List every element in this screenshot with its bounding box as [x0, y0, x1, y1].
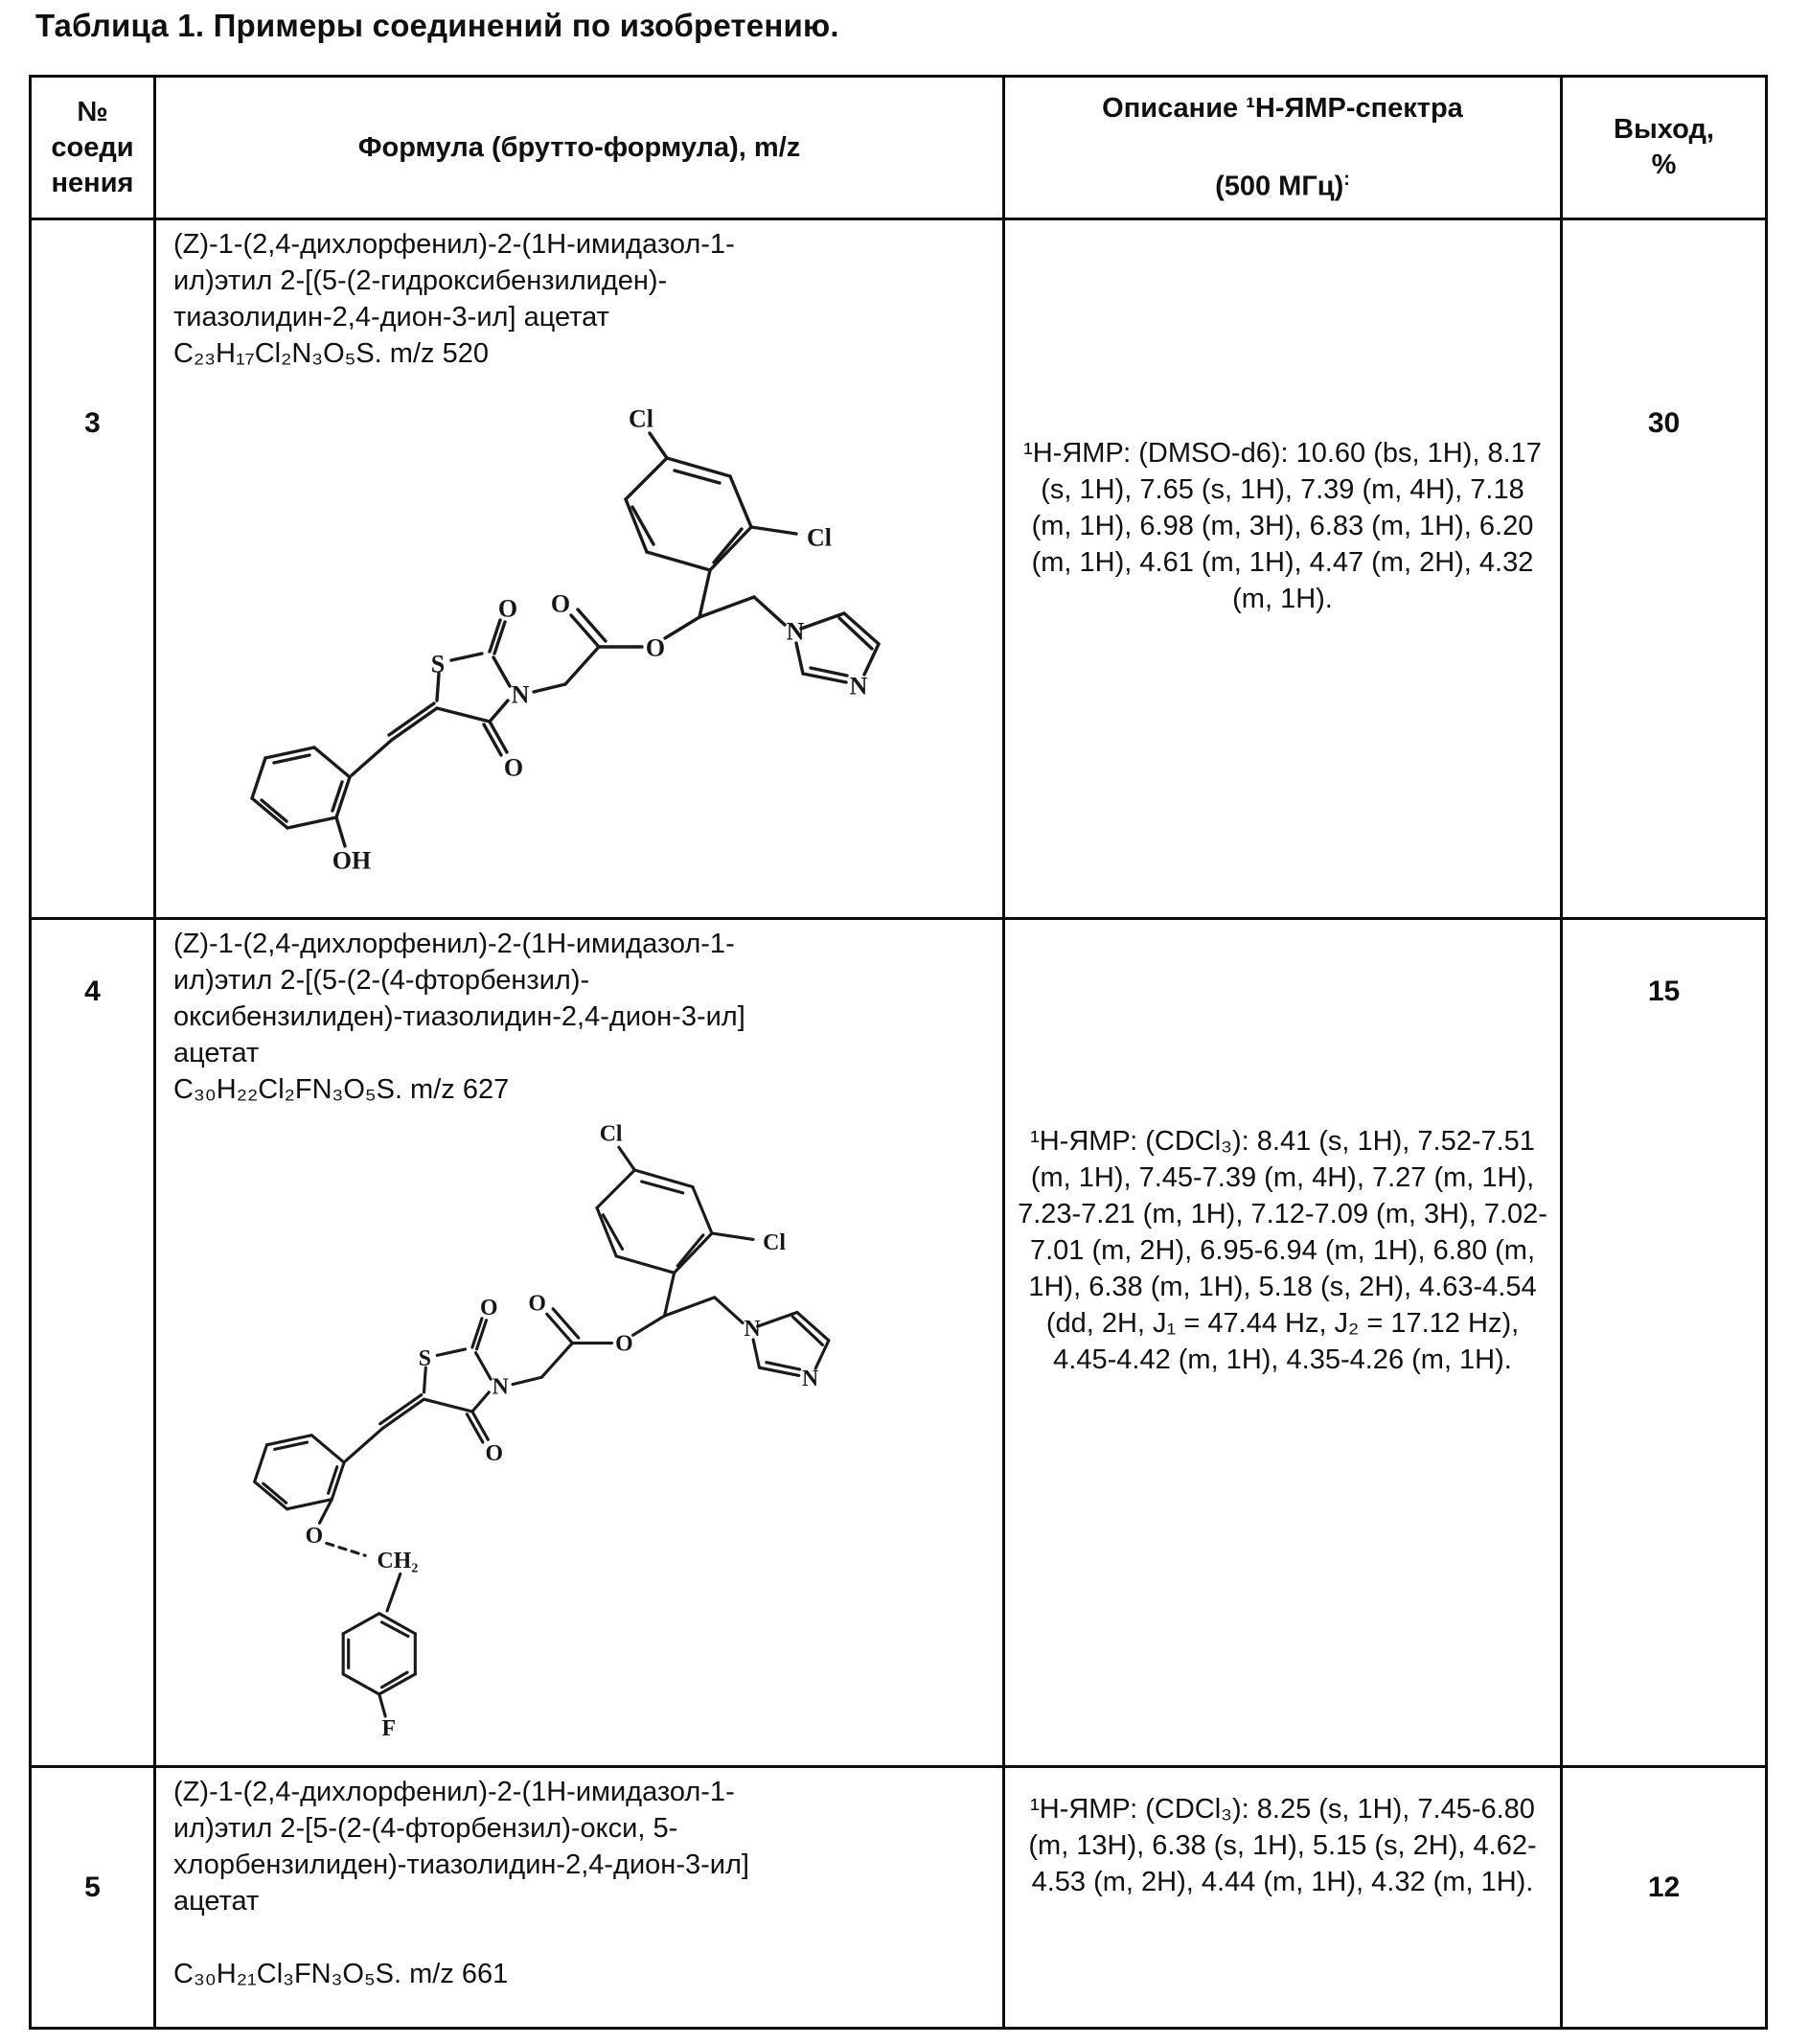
svg-text:Cl: Cl	[807, 523, 832, 552]
svg-text:OH: OH	[332, 846, 372, 875]
svg-text:N: N	[786, 617, 805, 646]
compound3-nmr-text: ¹H-ЯМР: (DMSO-d6): 10.60 (bs, 1H), 8.17 (s, 1H), 7.65 (s, 1H), 7.39 (m, 4H), 7.18 (m, 1H), 6.98 (m, 3H), 6.83 (m, 1H), 6.20 (m, 1H), 4.61 (m, 1H), 4.47 (m, 2H), 4.32 (m, 1H).	[1023, 438, 1542, 614]
svg-text:N: N	[802, 1366, 819, 1392]
compound4-nmr-cell	[1005, 920, 1563, 1768]
compound3-yield-cell	[1563, 220, 1765, 920]
svg-text:O: O	[480, 1295, 498, 1321]
header-formula-label: Формула (брутто-формула), m/z	[357, 131, 801, 163]
svg-text:Cl: Cl	[629, 404, 653, 433]
yield-value: 15	[1647, 976, 1681, 1007]
compound4-structure-drawing	[228, 1097, 860, 1747]
compound5-nmr-text: ¹H-ЯМР: (CDCl₃): 8.25 (s, 1H), 7.45-6.80 (m, 13H), 6.38 (s, 1H), 5.15 (s, 2H), 4.62-4.53 (m, 2H), 4.44 (m, 1H), 4.32 (m, 1H).	[1028, 1794, 1537, 1897]
header-nmr-label: Описание ¹Н-ЯМР-спектра (500 МГц):	[1102, 92, 1463, 202]
svg-text:O: O	[550, 589, 571, 618]
compound3-nmr-cell	[1005, 220, 1563, 920]
svg-text:N: N	[492, 1374, 509, 1400]
header-nmr-footnote-mark: :	[1343, 168, 1350, 190]
compound5-name-text: (Z)-1-(2,4-дихлорфенил)-2-(1Н-имидазол-1- ил)этил 2-[5-(2-(4-фторбензил)-окси, 5- хлорбензилиден)-тиазолидин-2,4-дион-3-ил] ацетат C₃₀H₂₁Cl₃FN₃O₅S. m/z 661	[173, 1777, 749, 1989]
yield-value: 12	[1647, 1872, 1681, 1903]
compound5-formula-cell	[156, 1768, 1005, 2027]
svg-text:O: O	[645, 633, 666, 662]
compound3-formula-cell	[156, 220, 1005, 920]
header-nmr-cell	[1005, 78, 1563, 220]
svg-text:O: O	[485, 1440, 504, 1466]
header-number-label: № соеди нения	[51, 96, 134, 198]
compound3-structure-drawing	[223, 379, 913, 877]
compound-number: 4	[84, 976, 101, 1007]
compound4-name-text: (Z)-1-(2,4-дихлорфенил)-2-(1Н-имидазол-1- ил)этил 2-[(5-(2-(4-фторбензил)- оксибензилиден)-тиазолидин-2,4-дион-3-ил] ацетат C₃₀H₂₂Cl₂FN₃O₅S. m/z 627	[173, 929, 745, 1105]
compound4-yield-cell	[1563, 920, 1765, 1768]
svg-text:S: S	[430, 650, 446, 678]
svg-text:O: O	[615, 1331, 633, 1357]
svg-text:O: O	[503, 753, 524, 782]
header-yield-label: Выход, %	[1614, 114, 1714, 180]
compound4-nmr-text: ¹H-ЯМР: (CDCl₃): 8.41 (s, 1H), 7.52-7.51 (m, 1H), 7.45-7.39 (m, 4H), 7.27 (m, 1H), 7.23-7.21 (m, 1H), 7.12-7.09 (m, 3H), 7.02-7.01 (m, 2H), 6.95-6.94 (m, 1H), 6.80 (m, 1H), 6.38 (m, 1H), 5.18 (s, 2H), 4.63-4.54 (dd, 2H, J₁ = 47.44 Hz, J₂ = 17.12 Hz), 4.45-4.42 (m, 1H), 4.35-4.26 (m, 1H).	[1018, 1126, 1547, 1375]
compound3-name-text: (Z)-1-(2,4-дихлорфенил)-2-(1Н-имидазол-1- ил)этил 2-[(5-(2-гидроксибензилиден)- тиазолидин-2,4-дион-3-ил] ацетат C₂₃H₁₇Cl₂N₃O₅S. m/z 520	[173, 229, 735, 369]
svg-text:Cl: Cl	[599, 1121, 623, 1147]
table-title: Таблица 1. Примеры соединений по изобретению.	[35, 8, 839, 43]
svg-text:S: S	[418, 1346, 432, 1372]
compound3-number-cell	[32, 220, 156, 920]
svg-text:N: N	[849, 672, 868, 700]
compound-number: 3	[84, 407, 101, 439]
compound4-number-cell	[32, 920, 156, 1768]
svg-text:O: O	[497, 594, 518, 623]
compound5-nmr-cell	[1005, 1768, 1563, 2027]
compound-number: 5	[84, 1872, 101, 1903]
svg-text:O: O	[305, 1524, 324, 1550]
header-formula-cell	[156, 78, 1005, 220]
svg-text:N: N	[511, 680, 530, 709]
yield-value: 30	[1647, 407, 1681, 439]
svg-text:Cl: Cl	[763, 1230, 786, 1256]
svg-text:N: N	[744, 1316, 761, 1342]
compound5-yield-cell	[1563, 1768, 1765, 2027]
compound4-formula-cell	[156, 920, 1005, 1768]
header-yield-cell	[1563, 78, 1765, 220]
svg-text:CH₂: CH₂	[377, 1548, 419, 1573]
compound5-number-cell	[32, 1768, 156, 2027]
header-number-cell	[32, 78, 156, 220]
svg-text:F: F	[381, 1715, 397, 1741]
compounds-table	[29, 75, 1768, 2030]
svg-text:O: O	[528, 1291, 546, 1317]
